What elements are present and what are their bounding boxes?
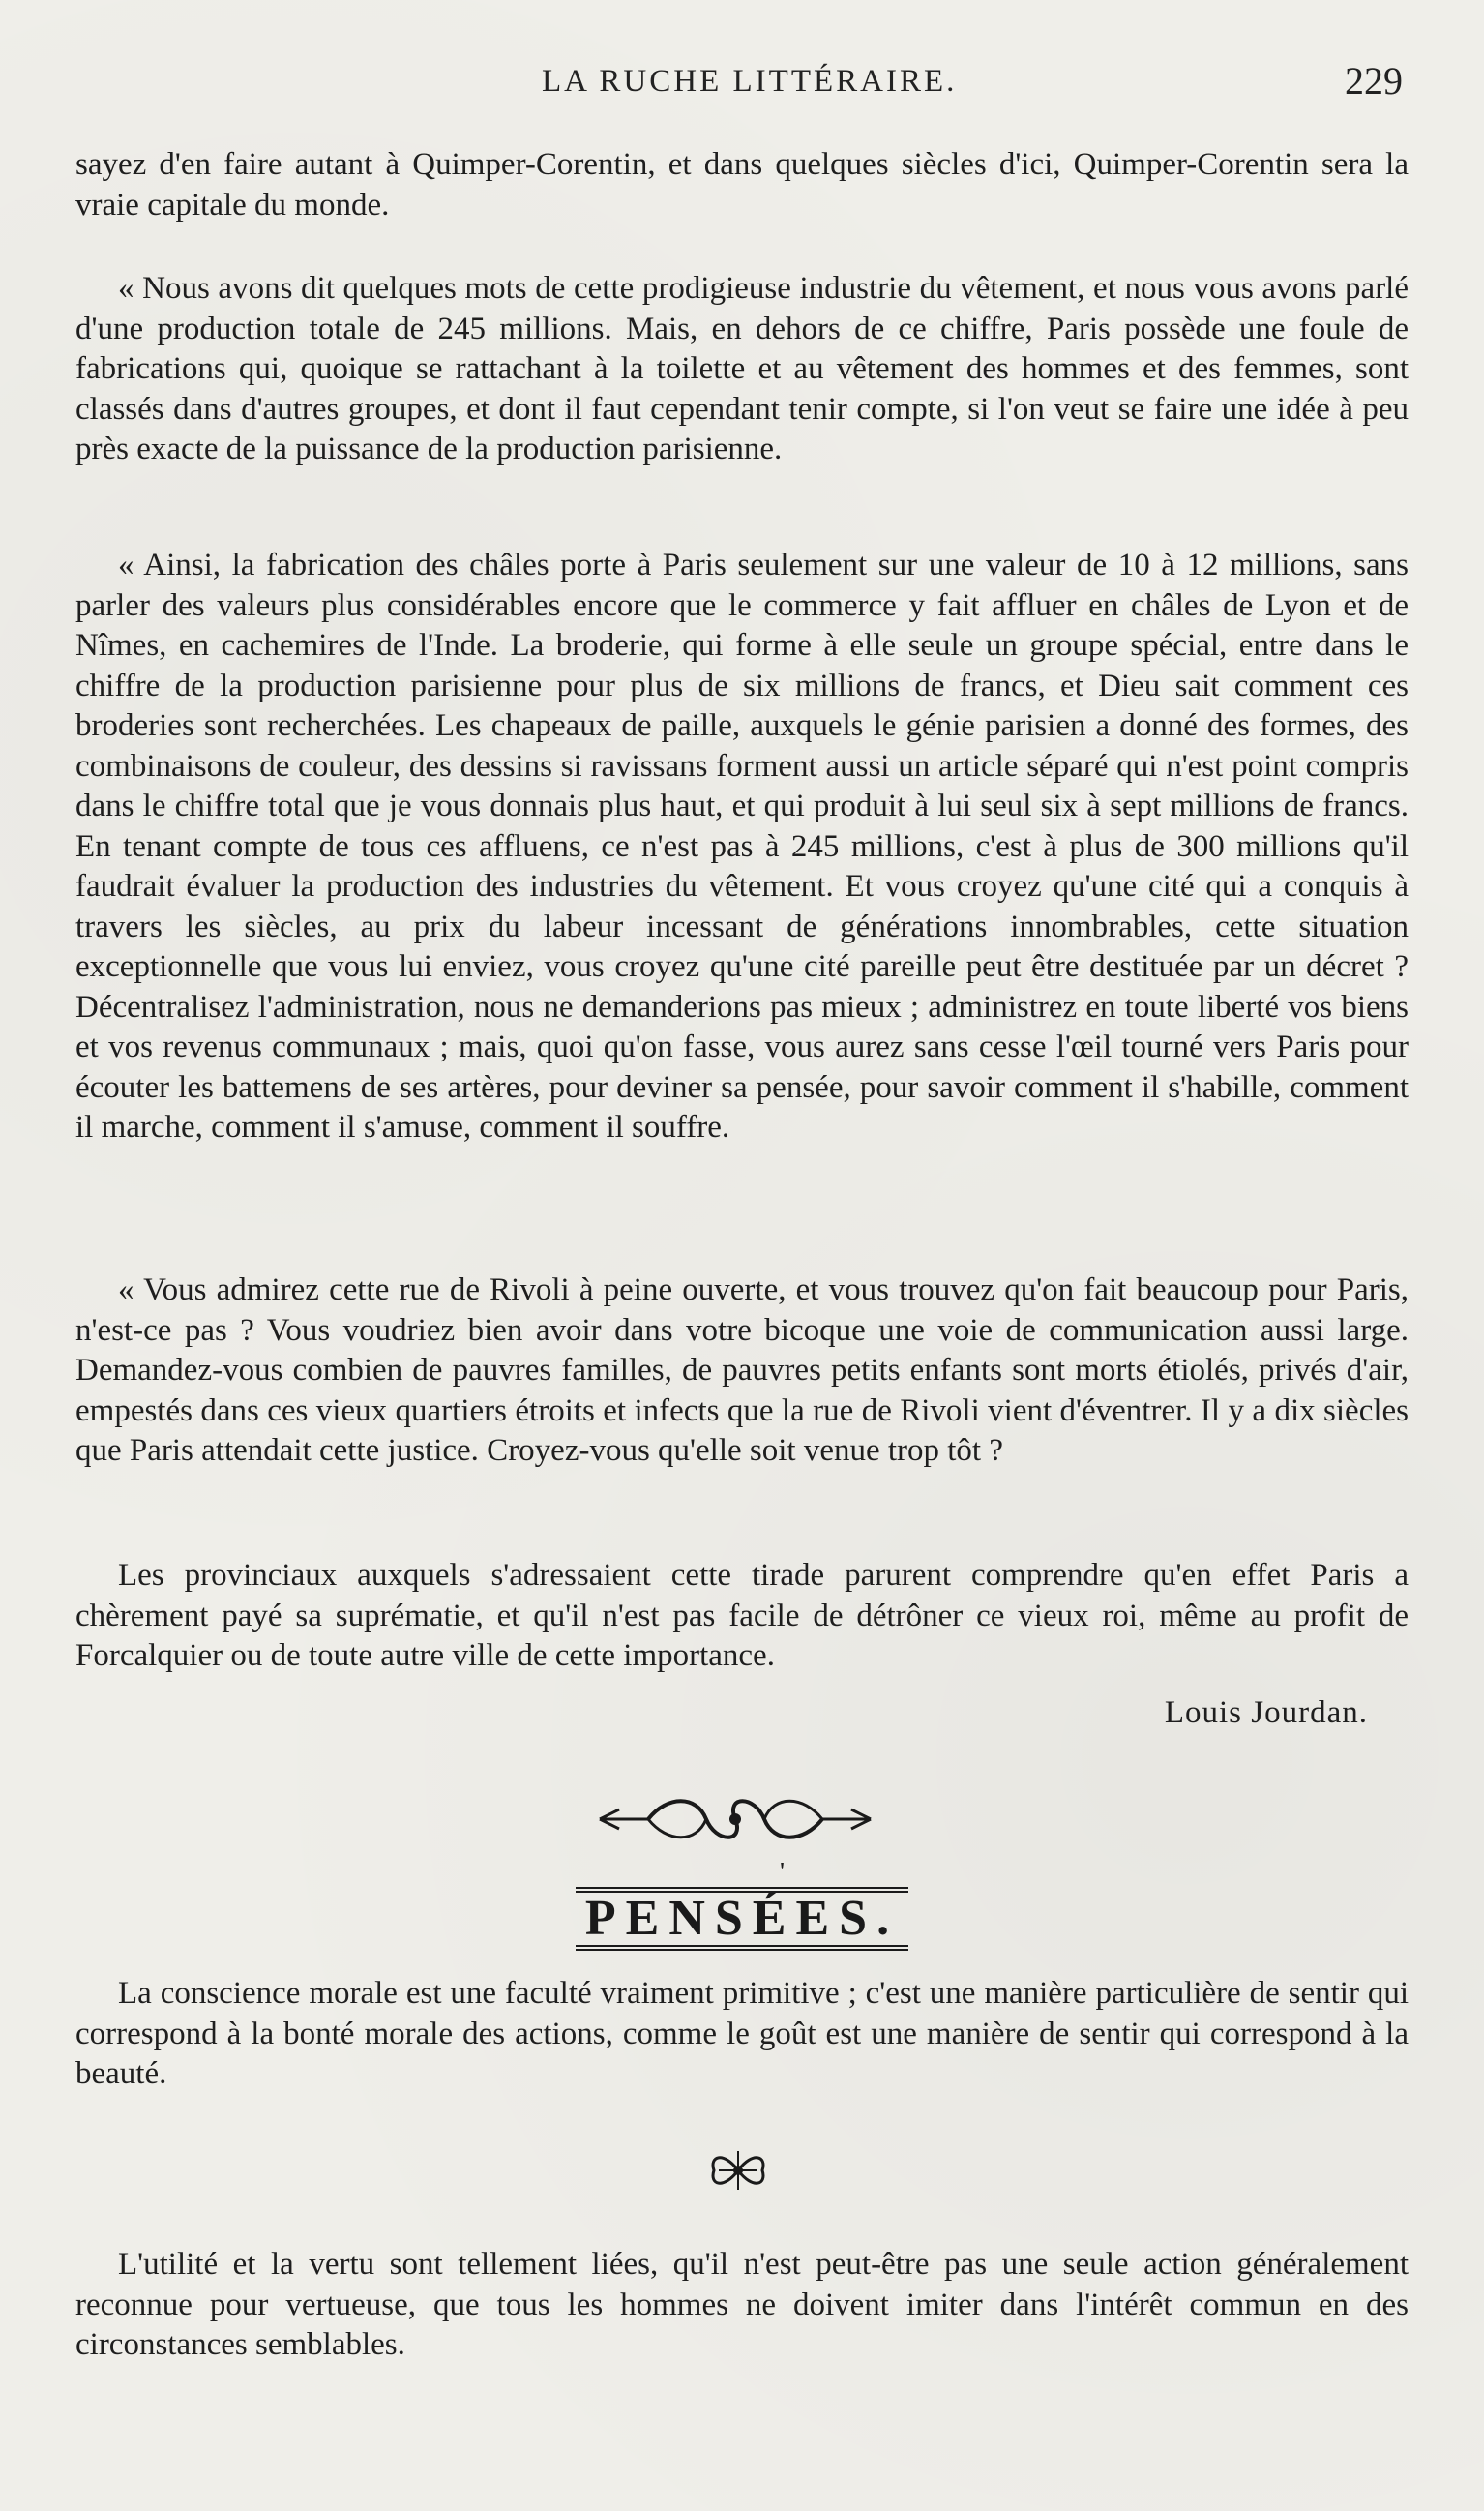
title-accent: ' <box>780 1858 786 1888</box>
paragraph-text: « Nous avons dit quelques mots de cette prodigieuse industrie du vêtement, et nous vous avons parlé d'une production totale de 245 millions. Mais, en dehors de ce chiffre, Paris possède une foule de fabrications qui, quoique se rattachant à la toilette et au vêtement des hommes et des femmes, sont classés dans d'autres groupes, et dont il faut cependant tenir compte, si l'on veut se faire une idée à peu près exacte de la puissance de la production parisienne. <box>75 271 1409 466</box>
scroll-ornament-icon <box>590 1790 880 1848</box>
paragraph-text: Les provinciaux auxquels s'adressaient cette tirade parurent comprendre qu'en effet Paris a chèrement payé sa suprématie, et qu'il n'est pas facile de détrôner ce vieux roi, même au profit de Forcalquier ou de toute autre ville de cette importance. <box>75 1558 1409 1673</box>
section-title-text: PENSÉES. <box>576 1887 908 1951</box>
paragraph-provinciaux <box>75 1556 1409 1677</box>
section-title <box>0 1887 1484 1951</box>
author-signature: Louis Jourdan. <box>1164 1695 1368 1730</box>
running-title: LA RUCHE LITTÉRAIRE. <box>542 64 958 99</box>
paragraph-continuation <box>75 145 1409 225</box>
paragraph-text: sayez d'en faire autant à Quimper-Corentin, et dans quelques siècles d'ici, Quimper-Corentin sera la vraie capitale du monde. <box>75 147 1409 223</box>
pensee-utilite <box>75 2245 1409 2366</box>
pensee-conscience <box>75 1974 1409 2095</box>
paragraph-rivoli <box>75 1270 1409 1472</box>
paragraph-text: La conscience morale est une faculté vraiment primitive ; c'est une manière particulière de sentir qui correspond à la bonté morale des actions, comme le goût est une manière de sentir qui correspond à la beauté. <box>75 1976 1409 2091</box>
paragraph-text: L'utilité et la vertu sont tellement liées, qu'il n'est peut-être pas une seule action généralement reconnue pour vertueuse, que tous les hommes ne doivent imiter dans l'intérêt commun en des circonstances semblables. <box>75 2247 1409 2362</box>
page-header <box>0 59 1484 112</box>
paragraph-text: « Vous admirez cette rue de Rivoli à peine ouverte, et vous trouvez qu'on fait beaucoup pour Paris, n'est-ce pas ? Vous voudriez bien avoir dans votre bicoque une voie de communication aussi large. Demandez-vous combien de pauvres familles, de pauvres petits enfants sont morts étiolés, privés d'air, empestés dans ces vieux quartiers étroits et infects que la rue de Rivoli vient d'éventrer. Il y a dix siècles que Paris attendait cette justice. Croyez-vous qu'elle soit venue trop tôt ? <box>75 1272 1409 1468</box>
paragraph-chales <box>75 546 1409 1149</box>
fleuron-ornament-icon <box>704 2146 772 2195</box>
paragraph-vetement <box>75 269 1409 470</box>
paragraph-text: « Ainsi, la fabrication des châles porte à Paris seulement sur une valeur de 10 à 12 millions, sans parler des valeurs plus considérables encore que le commerce y fait affluer en châles de Lyon et de Nîmes, en cachemires de l'Inde. La broderie, qui forme à elle seule un groupe spécial, entre dans le chiffre de la production parisienne pour plus de six millions de francs, et Dieu sait comment ces broderies sont recherchées. Les chapeaux de paille, auxquels le génie parisien a donné des formes, des combinaisons de couleur, des dessins si ravissans forment aussi un article séparé qui n'est point compris dans le chiffre total que je vous donnais plus haut, et qui produit à lui seul six à sept millions de francs. En tenant compte de tous ces affluens, ce n'est pas à 245 millions, c'est à plus de 300 millions qu'il faudrait évaluer la production des industries du vêtement. Et vous croyez qu'une cité qui a conquis à travers les siècles, au prix du labeur incessant de générations innombrables, cette situation exceptionnelle que vous lui enviez, vous croyez qu'une cité pareille peut être destituée par un décret ? Décentralisez l'administration, nous ne demanderions pas mieux ; administrez en toute liberté vos biens et vos revenus communaux ; mais, quoi qu'on fasse, vous aurez sans cesse l'œil tourné vers Paris pour écouter les battemens de ses artères, pour deviner sa pensée, pour savoir comment il s'habille, comment il marche, comment il s'amuse, comment il souffre. <box>75 548 1409 1145</box>
page-number: 229 <box>1345 59 1403 103</box>
